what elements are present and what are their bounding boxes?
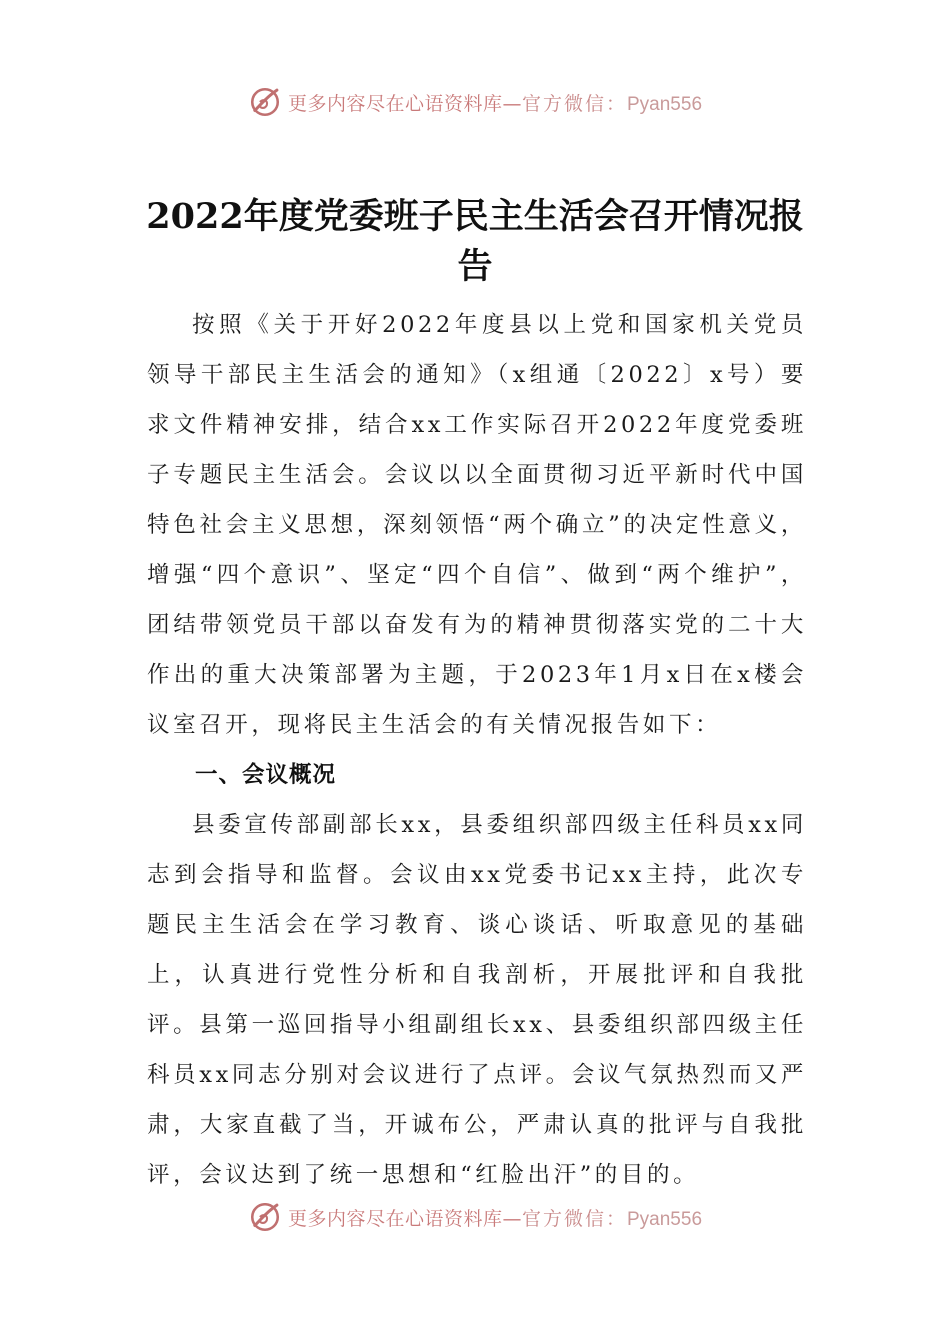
footer-watermark — [0, 1203, 950, 1239]
paragraph-intro: 按照《关于开好2022年度县以上党和国家机关党员领导干部民主生活会的通知》（x组通〔2022〕x号）要求文件精神安排，结合xx工作实际召开2022年度党委班子专题民主生活会。会议以以全面贯彻习近平新时代中国特色社会主义思想，深刻领悟“两个确立”的决定性意义，增强“四个意识”、坚定“四个自信”、做到“两个维护”，团结带领党员干部以奋发有为的精神贯彻落实党的二十大作出的重大决策部署为主题，于2023年1月x日在x楼会议室召开，现将民主生活会的有关情况报告如下： — [147, 312, 807, 738]
paragraph-meeting-overview: 县委宣传部副部长xx，县委组织部四级主任科员xx同志到会指导和监督。会议由xx党委书记xx主持，此次专题民主生活会在学习教育、谈心谈话、听取意见的基础上，认真进行党性分析和自我剖析，开展批评和自我批评。县第一巡回指导小组副组长xx、县委组织部四级主任科员xx同志分别对会议进行了点评。会议气氛热烈而又严肃，大家直截了当，开诚布公，严肃认真的批评与自我批评，会议达到了统一思想和“红脸出汗”的目的。 — [147, 812, 807, 1188]
brand-logo-icon — [248, 85, 282, 119]
title-line-1: 2022年度党委班子民主生活会召开情况报 — [146, 196, 804, 237]
watermark-wechat-label: 官方微信： — [521, 92, 627, 115]
document-title — [0, 192, 950, 292]
watermark-text — [288, 1204, 702, 1231]
section-heading-meeting-overview: 一、会议概况 — [195, 762, 337, 788]
watermark-main: 更多内容尽在心语资料库— — [287, 1207, 522, 1230]
title-line-2: 告 — [457, 246, 493, 287]
watermark-wechat-id: Pyan556 — [627, 1208, 703, 1230]
brand-logo-icon — [248, 1203, 282, 1234]
watermark-wechat-label: 官方微信： — [521, 1207, 627, 1230]
header-watermark — [0, 82, 950, 122]
watermark-text — [288, 89, 702, 116]
document-body — [147, 300, 807, 1200]
watermark-wechat-id: Pyan556 — [627, 93, 703, 115]
watermark-main: 更多内容尽在心语资料库— — [287, 92, 522, 115]
